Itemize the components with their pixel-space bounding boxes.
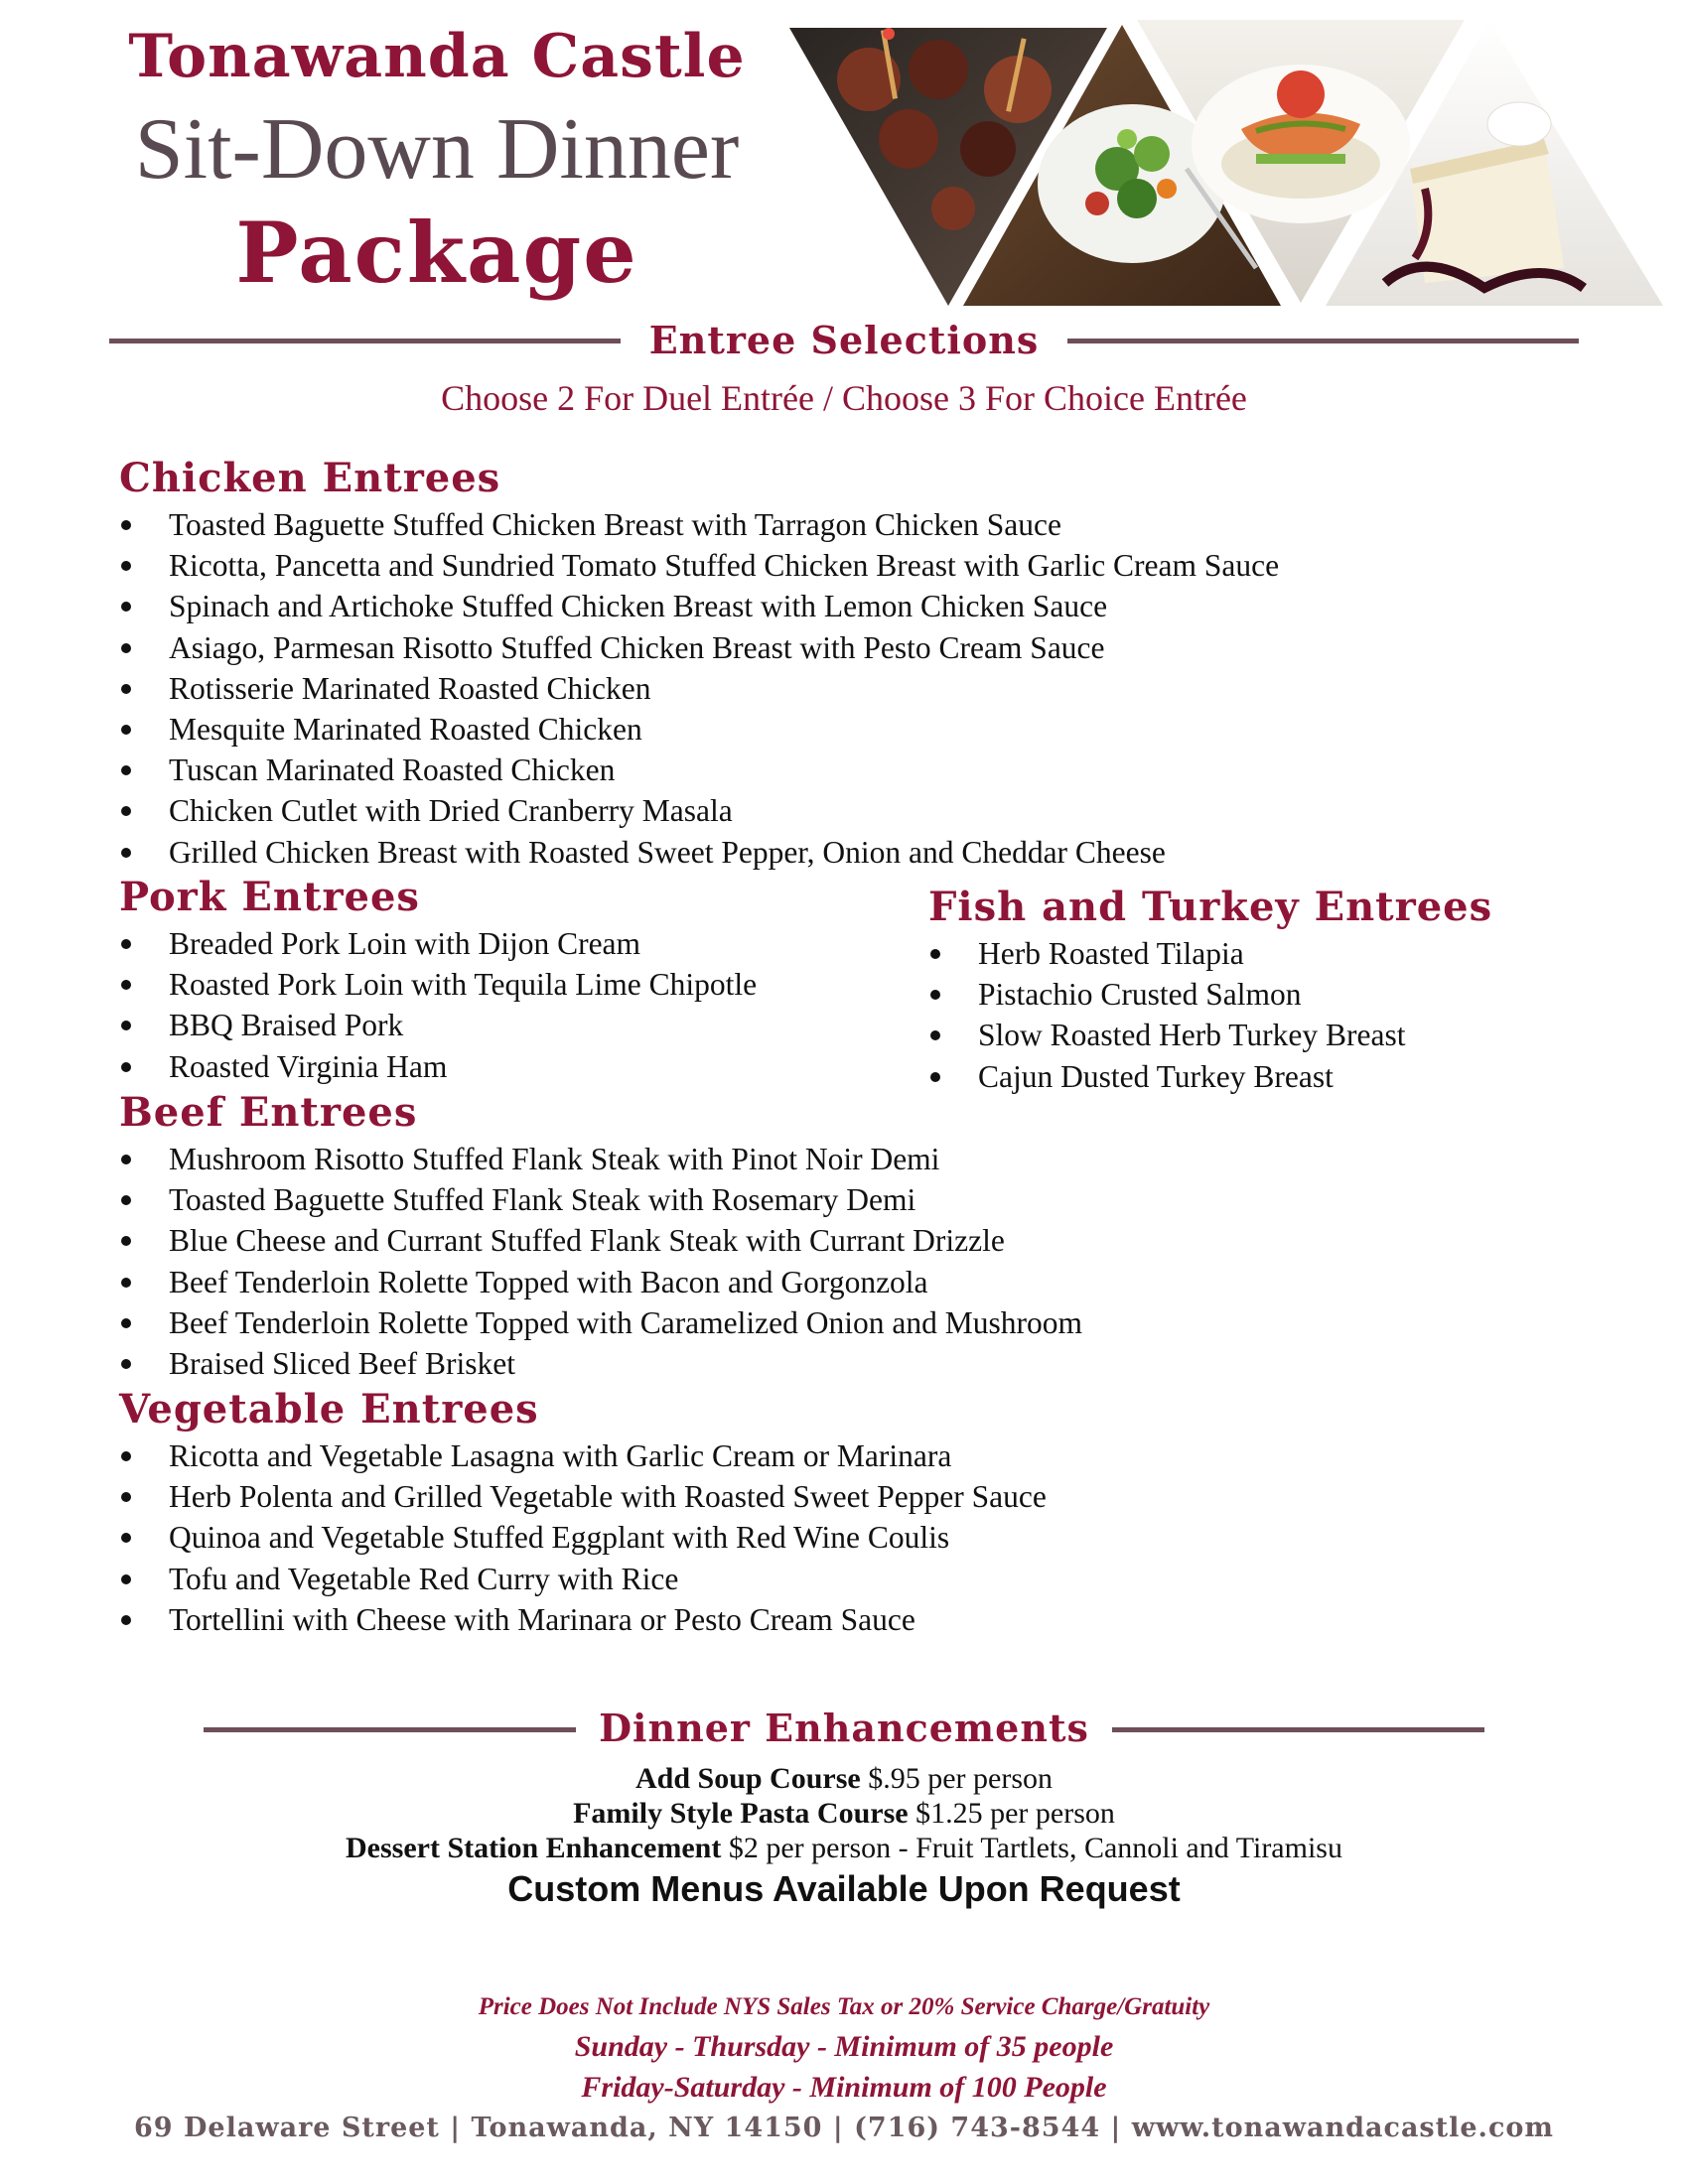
pasta-course-price: $1.25 per person — [908, 1797, 1115, 1830]
chicken-entrees-list — [119, 504, 1279, 873]
vegetable-entrees-title: Vegetable Entrees — [119, 1386, 539, 1433]
pasta-course-line — [0, 1797, 1688, 1831]
custom-menus-note: Custom Menus Available Upon Request — [507, 1868, 1181, 1909]
list-item: Ricotta, Pancetta and Sundried Tomato Stuffed Chicken Breast with Garlic Cream Sauce — [119, 545, 1279, 586]
dessert-station-price: $2 per person - Fruit Tartlets, Cannoli and Tiramisu — [721, 1832, 1342, 1864]
page-title: Package — [235, 204, 638, 302]
list-item: Herb Roasted Tilapia — [928, 933, 1405, 974]
list-item: Pistachio Crusted Salmon — [928, 974, 1405, 1015]
list-item: BBQ Braised Pork — [119, 1005, 757, 1045]
list-item: Tofu and Vegetable Red Curry with Rice — [119, 1559, 1047, 1599]
list-item: Rotisserie Marinated Roasted Chicken — [119, 668, 1279, 709]
list-item: Spinach and Artichoke Stuffed Chicken Breast with Lemon Chicken Sauce — [119, 586, 1279, 626]
soup-course-line — [0, 1762, 1688, 1796]
tax-note: Price Does Not Include NYS Sales Tax or 20% Service Charge/Gratuity — [478, 1993, 1210, 2020]
list-item: Blue Cheese and Currant Stuffed Flank Steak with Currant Drizzle — [119, 1220, 1082, 1261]
list-item: Mushroom Risotto Stuffed Flank Steak with Pinot Noir Demi — [119, 1139, 1082, 1179]
entree-instruction: Choose 2 For Duel Entrée / Choose 3 For Choice Entrée — [441, 378, 1247, 418]
list-item: Herb Polenta and Grilled Vegetable with Roasted Sweet Pepper Sauce — [119, 1476, 1047, 1517]
dinner-enhancements-title: Dinner Enhancements — [599, 1706, 1089, 1750]
list-item: Roasted Pork Loin with Tequila Lime Chipotle — [119, 964, 757, 1005]
list-item: Chicken Cutlet with Dried Cranberry Masala — [119, 790, 1279, 831]
divider-right — [1067, 339, 1579, 343]
list-item: Roasted Virginia Ham — [119, 1046, 757, 1087]
list-item: Grilled Chicken Breast with Roasted Sweet Pepper, Onion and Cheddar Cheese — [119, 832, 1279, 873]
list-item: Breaded Pork Loin with Dijon Cream — [119, 923, 757, 964]
page-subtitle: Sit-Down Dinner — [134, 101, 740, 198]
divider-left — [204, 1727, 576, 1732]
divider-right — [1112, 1727, 1484, 1732]
beef-entrees-title: Beef Entrees — [119, 1089, 418, 1136]
list-item: Tuscan Marinated Roasted Chicken — [119, 750, 1279, 790]
soup-course-price: $.95 per person — [860, 1762, 1054, 1795]
list-item: Braised Sliced Beef Brisket — [119, 1343, 1082, 1384]
fish-turkey-entrees-list — [928, 933, 1405, 1097]
list-item: Slow Roasted Herb Turkey Breast — [928, 1015, 1405, 1055]
dessert-station-label: Dessert Station Enhancement — [346, 1832, 722, 1864]
list-item: Asiago, Parmesan Risotto Stuffed Chicken Breast with Pesto Cream Sauce — [119, 627, 1279, 668]
list-item: Beef Tenderloin Rolette Topped with Caramelized Onion and Mushroom — [119, 1302, 1082, 1343]
list-item: Cajun Dusted Turkey Breast — [928, 1056, 1405, 1097]
soup-course-label: Add Soup Course — [634, 1762, 861, 1795]
list-item: Toasted Baguette Stuffed Chicken Breast with Tarragon Chicken Sauce — [119, 504, 1279, 545]
pork-entrees-list — [119, 923, 757, 1087]
list-item: Quinoa and Vegetable Stuffed Eggplant with Red Wine Coulis — [119, 1517, 1047, 1558]
list-item: Mesquite Marinated Roasted Chicken — [119, 709, 1279, 750]
weekend-minimum: Friday-Saturday - Minimum of 100 People — [581, 2071, 1107, 2104]
list-item: Ricotta and Vegetable Lasagna with Garlic Cream or Marinara — [119, 1435, 1047, 1476]
divider-left — [109, 339, 621, 343]
contact-footer: 69 Delaware Street | Tonawanda, NY 14150 | (716) 743-8544 | www.tonawandacastle.com — [134, 2113, 1554, 2143]
pasta-course-label: Family Style Pasta Course — [573, 1797, 909, 1830]
list-item: Toasted Baguette Stuffed Flank Steak with Rosemary Demi — [119, 1179, 1082, 1220]
dessert-station-line — [0, 1832, 1688, 1865]
brand-name: Tonawanda Castle — [128, 22, 746, 91]
list-item: Tortellini with Cheese with Marinara or Pesto Cream Sauce — [119, 1599, 1047, 1640]
vegetable-entrees-list — [119, 1435, 1047, 1640]
pork-entrees-title: Pork Entrees — [119, 874, 420, 920]
chicken-entrees-title: Chicken Entrees — [119, 455, 501, 501]
food-photo-collage — [789, 20, 1673, 308]
fish-turkey-entrees-title: Fish and Turkey Entrees — [928, 884, 1493, 930]
beef-entrees-list — [119, 1139, 1082, 1384]
entree-selections-title: Entree Selections — [648, 318, 1040, 362]
weekday-minimum: Sunday - Thursday - Minimum of 35 people — [574, 2030, 1114, 2063]
list-item: Beef Tenderloin Rolette Topped with Bacon and Gorgonzola — [119, 1262, 1082, 1302]
